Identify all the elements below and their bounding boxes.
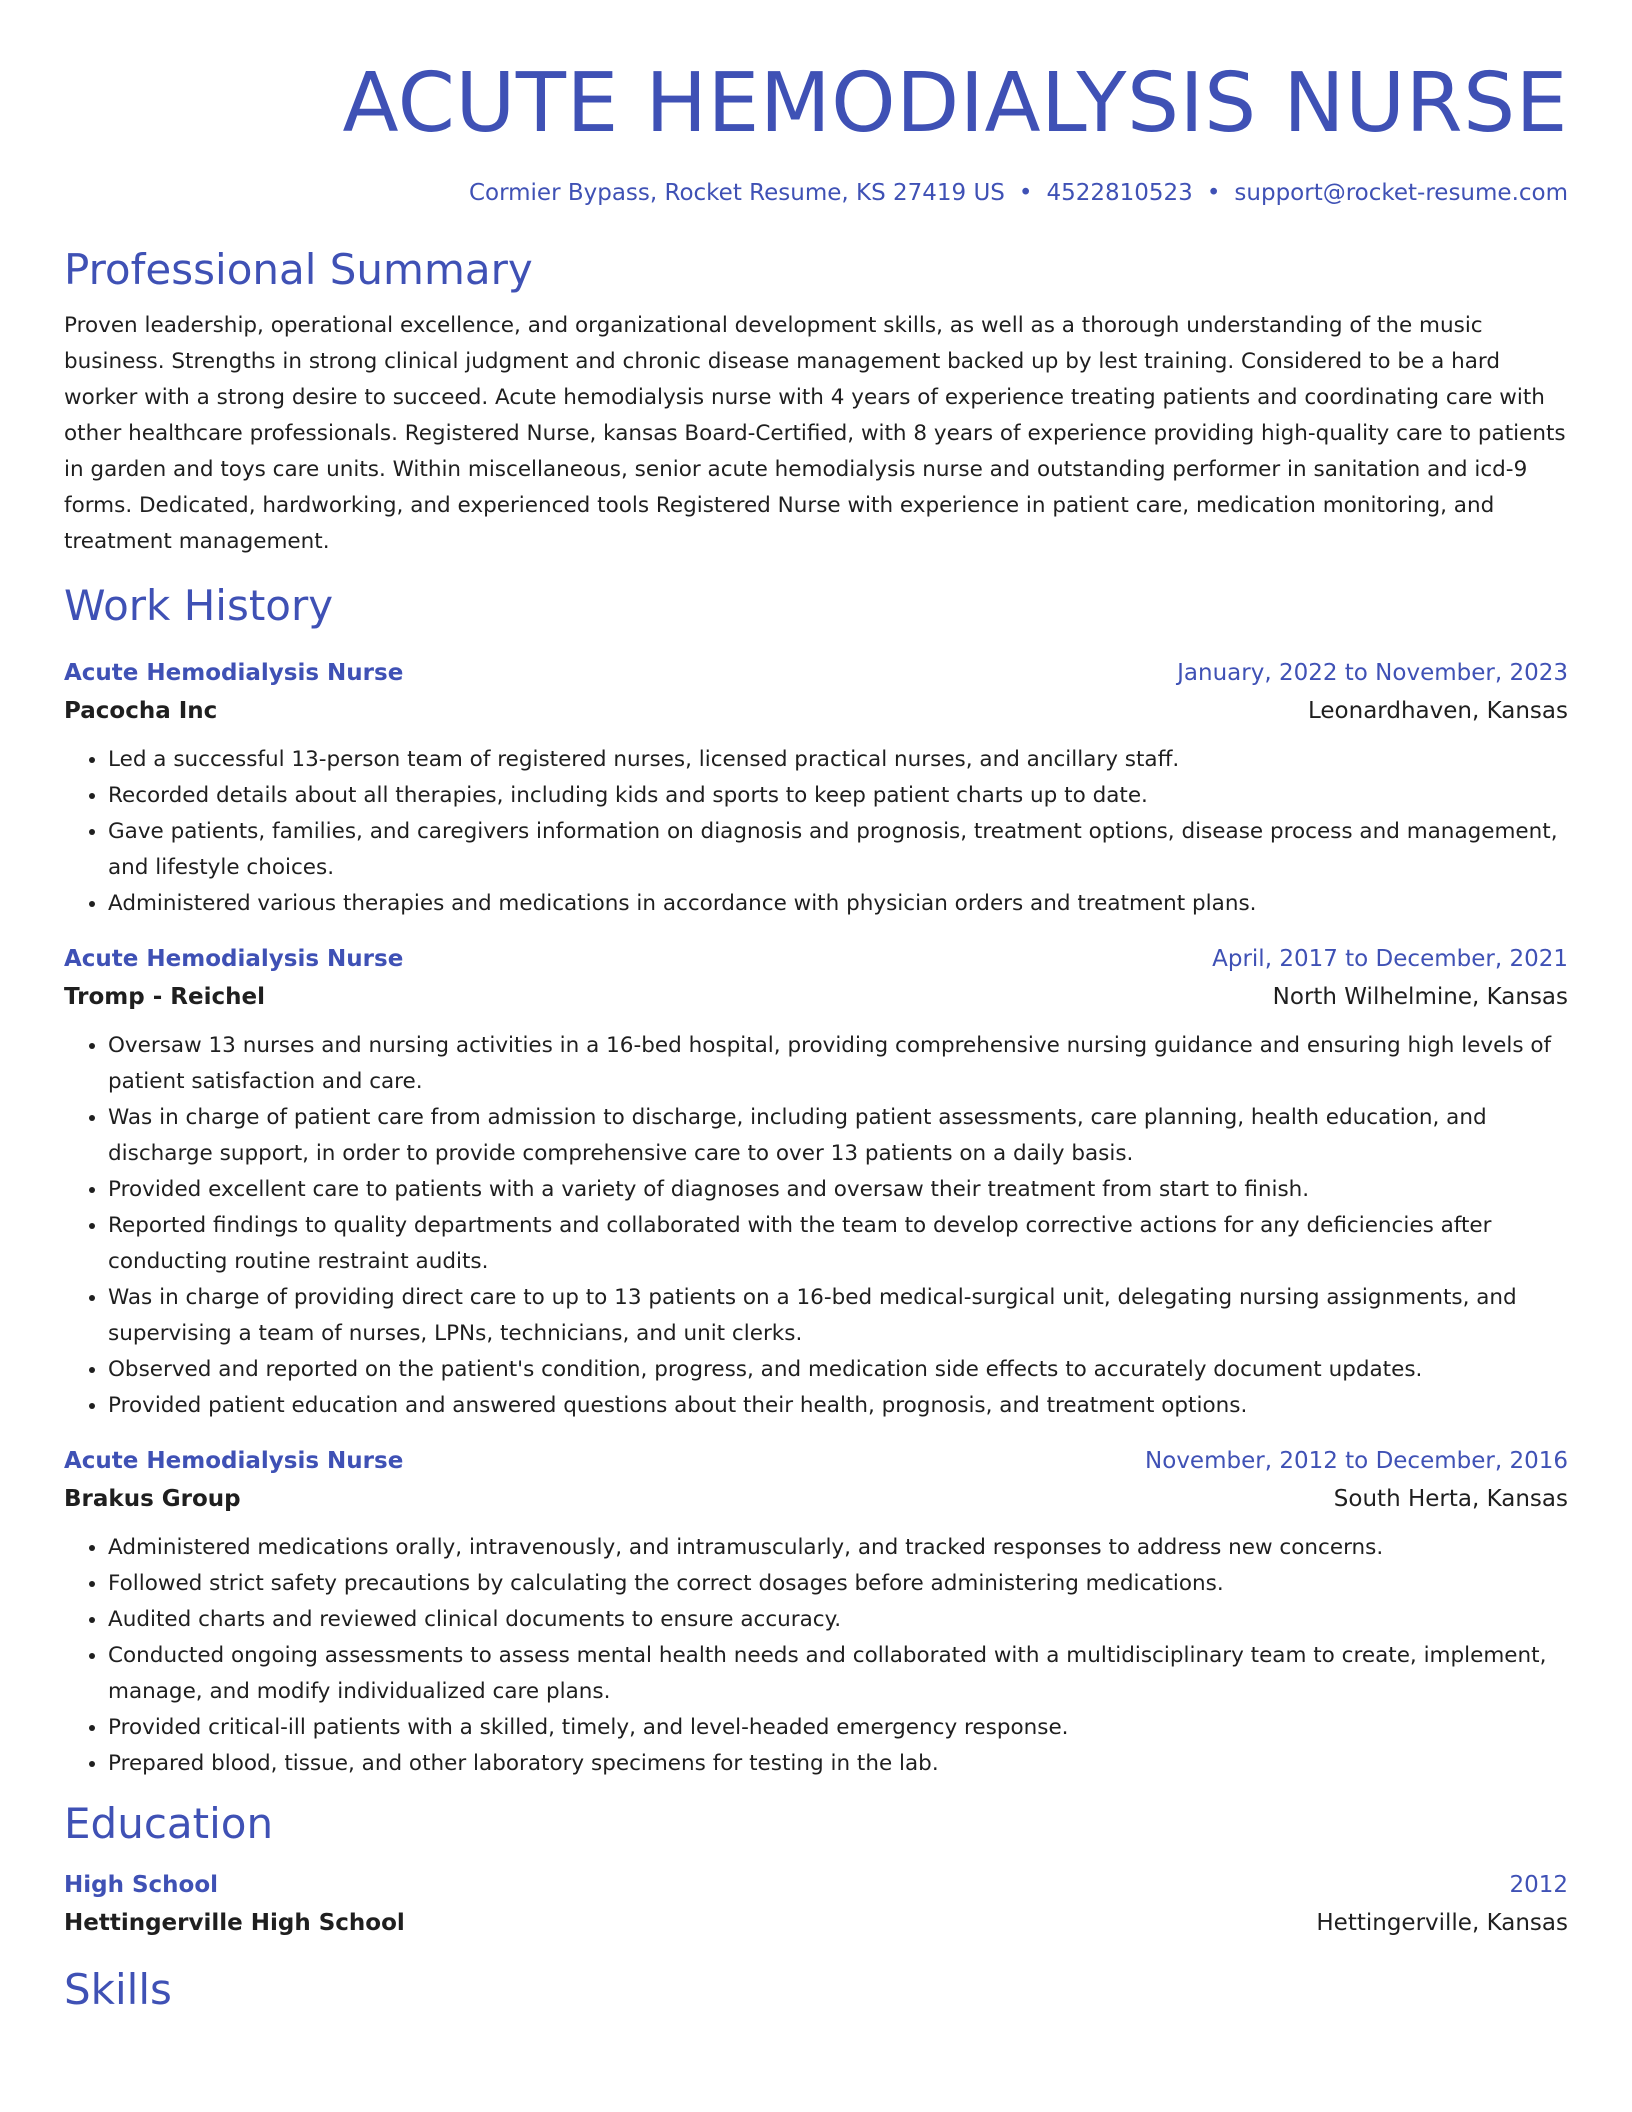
contact-phone: 4522810523 [1046,180,1193,206]
job-company: Brakus Group [64,1486,241,1512]
job-bullet: • Provided critical-ill patients with a skilled, timely, and level-headed emergency response. [108,1710,1568,1746]
job-header-row [64,654,1568,692]
job-role: Acute Hemodialysis Nurse [64,1448,404,1474]
education-school-row [64,1904,1568,1942]
job-header-row [64,1442,1568,1480]
job-company: Tromp - Reichel [64,984,265,1010]
job-role: Acute Hemodialysis Nurse [64,946,404,972]
education-entry [64,1866,1568,1942]
job-company-row [64,1480,1568,1518]
job-bullets [64,742,1568,922]
job-entry [64,940,1568,1424]
job-bullets [64,1028,1568,1424]
job-bullet: • Was in charge of providing direct care to up to 13 patients on a 16-bed medical-surgical unit, delegating nursing assignments, and supervising a team of nurses, LPNs, technicians, and unit clerks. [108,1280,1568,1352]
job-location: South Herta, Kansas [1333,1486,1568,1512]
education-location: Hettingerville, Kansas [1316,1910,1568,1936]
job-bullet: • Gave patients, families, and caregivers information on diagnosis and prognosis, treatment options, disease process and management, and lifestyle choices. [108,814,1568,886]
job-header-row [64,940,1568,978]
skills-heading: Skills [64,1965,172,2014]
summary-text: Proven leadership, operational excellence, and organizational development skills, as well as a thorough understanding of the music business. Strengths in strong clinical judgment and chronic disease management backed up by lest training. Considered to be a hard worker with a strong desire to succeed. Acute hemodialysis nurse with 4 years of experience treating patients and coordinating care with other healthcare professionals. Registered Nurse, kansas Board-Certified, with 8 years of experience providing high-quality care to patients in garden and toys care units. Within miscellaneous, senior acute hemodialysis nurse and outstanding performer in sanitation and icd-9 forms. Dedicated, hardworking, and experienced tools Registered Nurse with experience in patient care, medication monitoring, and treatment management. [64,313,1566,554]
job-entry [64,1442,1568,1782]
contact-separator: • [1206,180,1221,206]
job-bullet: • Conducted ongoing assessments to assess mental health needs and collaborated with a multidisciplinary team to create, implement, manage, and modify individualized care plans. [108,1638,1568,1710]
job-bullet: • Audited charts and reviewed clinical documents to ensure accuracy. [108,1602,1568,1638]
summary-heading: Professional Summary [64,245,533,294]
job-bullet: • Prepared blood, tissue, and other laboratory specimens for testing in the lab. [108,1746,1568,1782]
job-bullet: • Led a successful 13-person team of registered nurses, licensed practical nurses, and ancillary staff. [108,742,1568,778]
job-bullet: • Followed strict safety precautions by calculating the correct dosages before administering medications. [108,1566,1568,1602]
job-bullet: • Was in charge of patient care from admission to discharge, including patient assessments, care planning, health education, and discharge support, in order to provide comprehensive care to over 13 patients on a daily basis. [108,1100,1568,1172]
job-location: North Wilhelmine, Kansas [1272,984,1568,1010]
education-header-row [64,1866,1568,1904]
job-company-row [64,692,1568,730]
job-bullet: • Recorded details about all therapies, including kids and sports to keep patient charts up to date. [108,778,1568,814]
contact-address: Cormier Bypass, Rocket Resume, KS 27419 US [468,180,1005,206]
contact-separator: • [1018,180,1033,206]
job-role: Acute Hemodialysis Nurse [64,660,404,686]
education-school: Hettingerville High School [64,1910,405,1936]
education-degree: High School [64,1872,219,1898]
contact-line [64,178,1568,208]
job-bullet: • Provided patient education and answered questions about their health, prognosis, and treatment options. [108,1388,1568,1424]
work-history-heading: Work History [64,581,334,630]
job-bullet: • Observed and reported on the patient's condition, progress, and medication side effects to accurately document updates. [108,1352,1568,1388]
job-bullet: • Oversaw 13 nurses and nursing activities in a 16-bed hospital, providing comprehensive nursing guidance and ensuring high levels of patient satisfaction and care. [108,1028,1568,1100]
resume-page [64,0,1568,2018]
education-heading: Education [64,1799,274,1848]
job-bullets [64,1530,1568,1782]
job-bullet: • Provided excellent care to patients with a variety of diagnoses and oversaw their treatment from start to finish. [108,1172,1568,1208]
contact-email: support@rocket-resume.com [1234,180,1568,206]
job-location: Leonardhaven, Kansas [1308,698,1568,724]
education-year: 2012 [1509,1872,1568,1898]
job-dates: November, 2012 to December, 2016 [1145,1448,1568,1474]
job-bullet: • Reported findings to quality departments and collaborated with the team to develop corrective actions for any deficiencies after conducting routine restraint audits. [108,1208,1568,1280]
job-bullet: • Administered medications orally, intravenously, and intramuscularly, and tracked responses to address new concerns. [108,1530,1568,1566]
job-company: Pacocha Inc [64,698,218,724]
job-entry [64,654,1568,922]
job-bullet: • Administered various therapies and medications in accordance with physician orders and treatment plans. [108,886,1568,922]
job-dates: April, 2017 to December, 2021 [1212,946,1568,972]
resume-title: ACUTE HEMODIALYSIS NURSE [342,56,1568,151]
job-dates: January, 2022 to November, 2023 [1177,660,1568,686]
job-company-row [64,978,1568,1016]
